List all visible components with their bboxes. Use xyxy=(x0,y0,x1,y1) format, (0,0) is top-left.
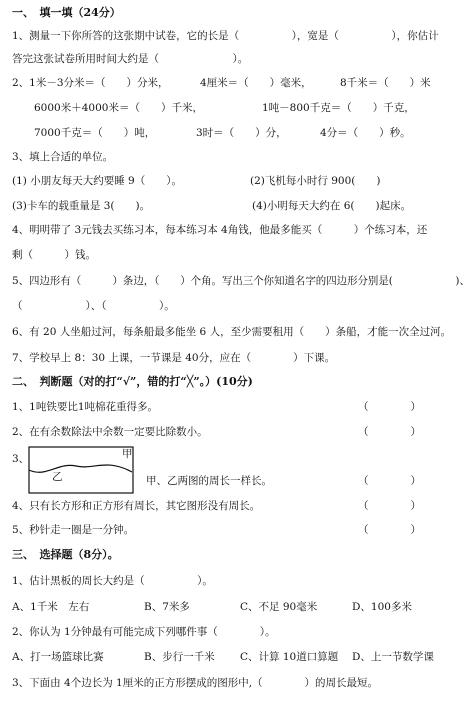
q2-r1c2: 4厘米＝（ ）毫米， xyxy=(200,77,312,89)
judge-3-bracket: （ ） xyxy=(358,475,421,487)
choice-1-option-d: D、100多米 xyxy=(352,601,412,613)
q3-d: (4)小明每天大约在 6( )起床。 xyxy=(252,200,412,212)
choice-1-option-b: B、7米多 xyxy=(144,601,190,613)
q3-a: (1) 小朋友每天大约要睡 9（ ）。 xyxy=(12,175,182,187)
q2-r1c1: 2、1米－3分米＝（ ）分米， xyxy=(12,77,169,89)
judge-1-bracket: （ ） xyxy=(358,401,421,413)
q3-c: (3)卡车的载重量是 3( )。 xyxy=(12,200,151,212)
q3-b: (2)飞机每小时行 900( ) xyxy=(250,175,381,187)
choice-2-option-a: A、打一场篮球比赛 xyxy=(12,651,104,663)
judge-4-bracket: （ ） xyxy=(358,500,421,512)
choice-1-option-c: C、不足 90毫米 xyxy=(240,601,318,613)
judge-3-curve xyxy=(29,465,132,472)
judge-2-bracket: （ ） xyxy=(358,426,421,438)
q2-r2c1: 6000米＋4000米＝（ ）千米， xyxy=(34,102,203,114)
choice-1-option-a: A、1千米 左右 xyxy=(12,601,90,613)
q2-r3c3: 4分＝（ ）秒。 xyxy=(320,127,411,139)
q2-r3c1: 7000千克＝（ ）吨， xyxy=(34,127,156,139)
q2-r3c2: 3时＝（ ）分， xyxy=(196,127,287,139)
judge-5-bracket: （ ） xyxy=(358,524,421,536)
choice-2-option-c: C、计算 10道口算题 xyxy=(240,651,339,663)
q2-r1c3: 8千米＝（ ）米 xyxy=(340,77,431,89)
choice-2-option-b: B、步行一千米 xyxy=(144,651,215,663)
q2-r2c2: 1吨－800千克＝（ ）千克， xyxy=(262,102,415,114)
choice-2-option-d: D、上一节数学课 xyxy=(352,651,434,663)
